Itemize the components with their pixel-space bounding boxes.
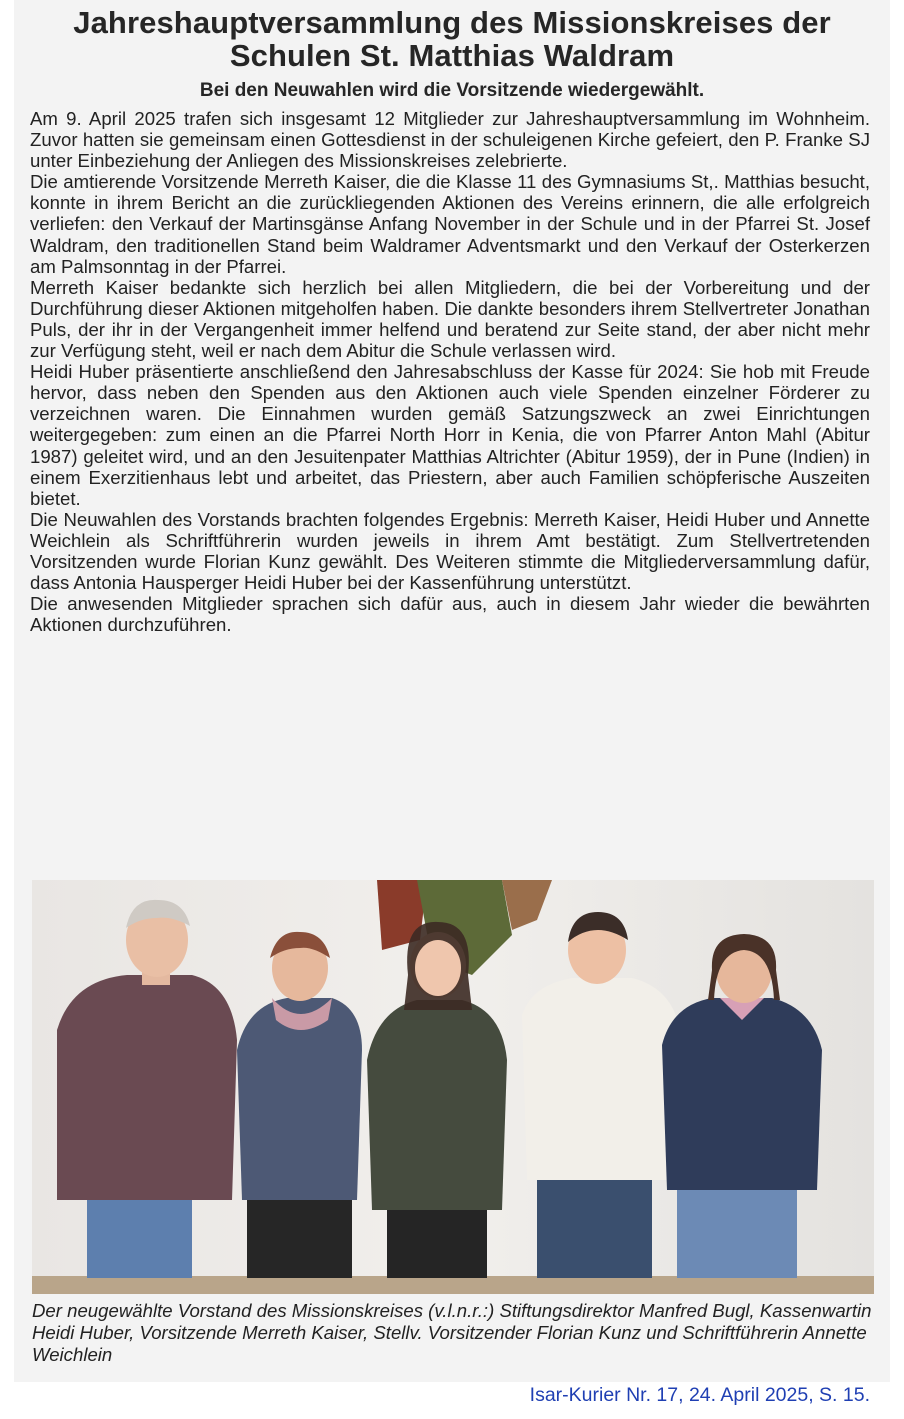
headline-line-1: Jahreshauptversammlung des Missionskreises der [73,5,831,40]
headline [14,0,890,72]
article-clipping [14,0,890,862]
paragraph: Die Neuwahlen des Vorstands brachten folgendes Ergebnis: Merreth Kaiser, Heidi Huber und Annette Weichlein als Schriftführerin wurden jeweils in ihrem Amt bestätigt. Zum Stellvertretenden Vorsitzenden wurde Florian Kunz gewählt. Des Weiteren stimmte die Mitgliederversammlung dafür, dass Antonia Hausperger Heidi Huber bei der Kassenführung unterstützt. [30,508,870,594]
article-body [30,108,870,635]
photo-caption: Der neugewählte Vorstand des Missionskreises (v.l.n.r.:) Stiftungsdirektor Manfred Bugl, Kassenwartin Heidi Huber, Vorsitzende Merreth Kaiser, Stellv. Vorsitzender Florian Kunz und Schriftführerin Annette Weichlein [32,1300,872,1365]
group-photo [32,880,874,1294]
photo-section [14,862,890,1382]
paragraph: Merreth Kaiser bedankte sich herzlich bei allen Mitgliedern, die bei der Vorbereitung und der Durchführung dieser Aktionen mitgeholfen haben. Die dankte besonders ihrem Stellvertreter Jonathan Puls, der ihr in der Vergangenheit immer helfend und beratend zur Seite stand, der aber nicht mehr zur Verfügung steht, weil er nach dem Abitur die Schule verlassen wird. [30,276,870,362]
paragraph: Heidi Huber präsentierte anschließend den Jahresabschluss der Kasse für 2024: Sie hob mit Freude hervor, dass neben den Spenden aus den Aktionen auch viele Spenden einzelner Förderer zu verzeichnen waren. Die Einnahmen wurden gemäß Satzungszweck an zwei Einrichtungen weitergegeben: zum einen an die Pfarrei North Horr in Kenia, die von Pfarrer Anton Mahl (Abitur 1987) geleitet wird, und an den Jesuitenpater Matthias Altrichter (Abitur 1959), der in Pune (Indien) in einem Exerzitienhaus lebt und arbeitet, das Priestern, aber auch Familien schöpferische Auszeiten bietet. [30,361,870,509]
paragraph: Am 9. April 2025 trafen sich insgesamt 12 Mitglieder zur Jahreshauptversammlung im Wohnheim. Zuvor hatten sie gemeinsam einen Gottesdienst in der schuleigenen Kirche gefeiert, den P. Franke SJ unter Einbeziehung der Anliegen des Missionskreises zelebrierte. [30,108,870,172]
group-photo-illustration [32,880,874,1294]
headline-line-2: Schulen St. Matthias Waldram [229,38,675,73]
paragraph: Die amtierende Vorsitzende Merreth Kaiser, die die Klasse 11 des Gymnasiums St,. Matthias besucht, konnte in ihrem Bericht an die zurückliegenden Aktionen des Vereins erinnern, die alle erfolgreich verliefen: den Verkauf der Martinsgänse Anfang November in der Schule und in der Pfarrei St. Josef Waldram, den traditionellen Stand beim Waldramer Adventsmarkt und den Verkauf der Osterkerzen am Palmsonntag in der Pfarrei. [30,171,870,277]
paragraph: Die anwesenden Mitglieder sprachen sich dafür aus, auch in diesem Jahr wieder die bewährten Aktionen durchzuführen. [30,593,870,636]
subheadline: Bei den Neuwahlen wird die Vorsitzende wiedergewählt. [199,80,705,101]
source-citation: Isar-Kurier Nr. 17, 24. April 2025, S. 15. [529,1384,870,1406]
